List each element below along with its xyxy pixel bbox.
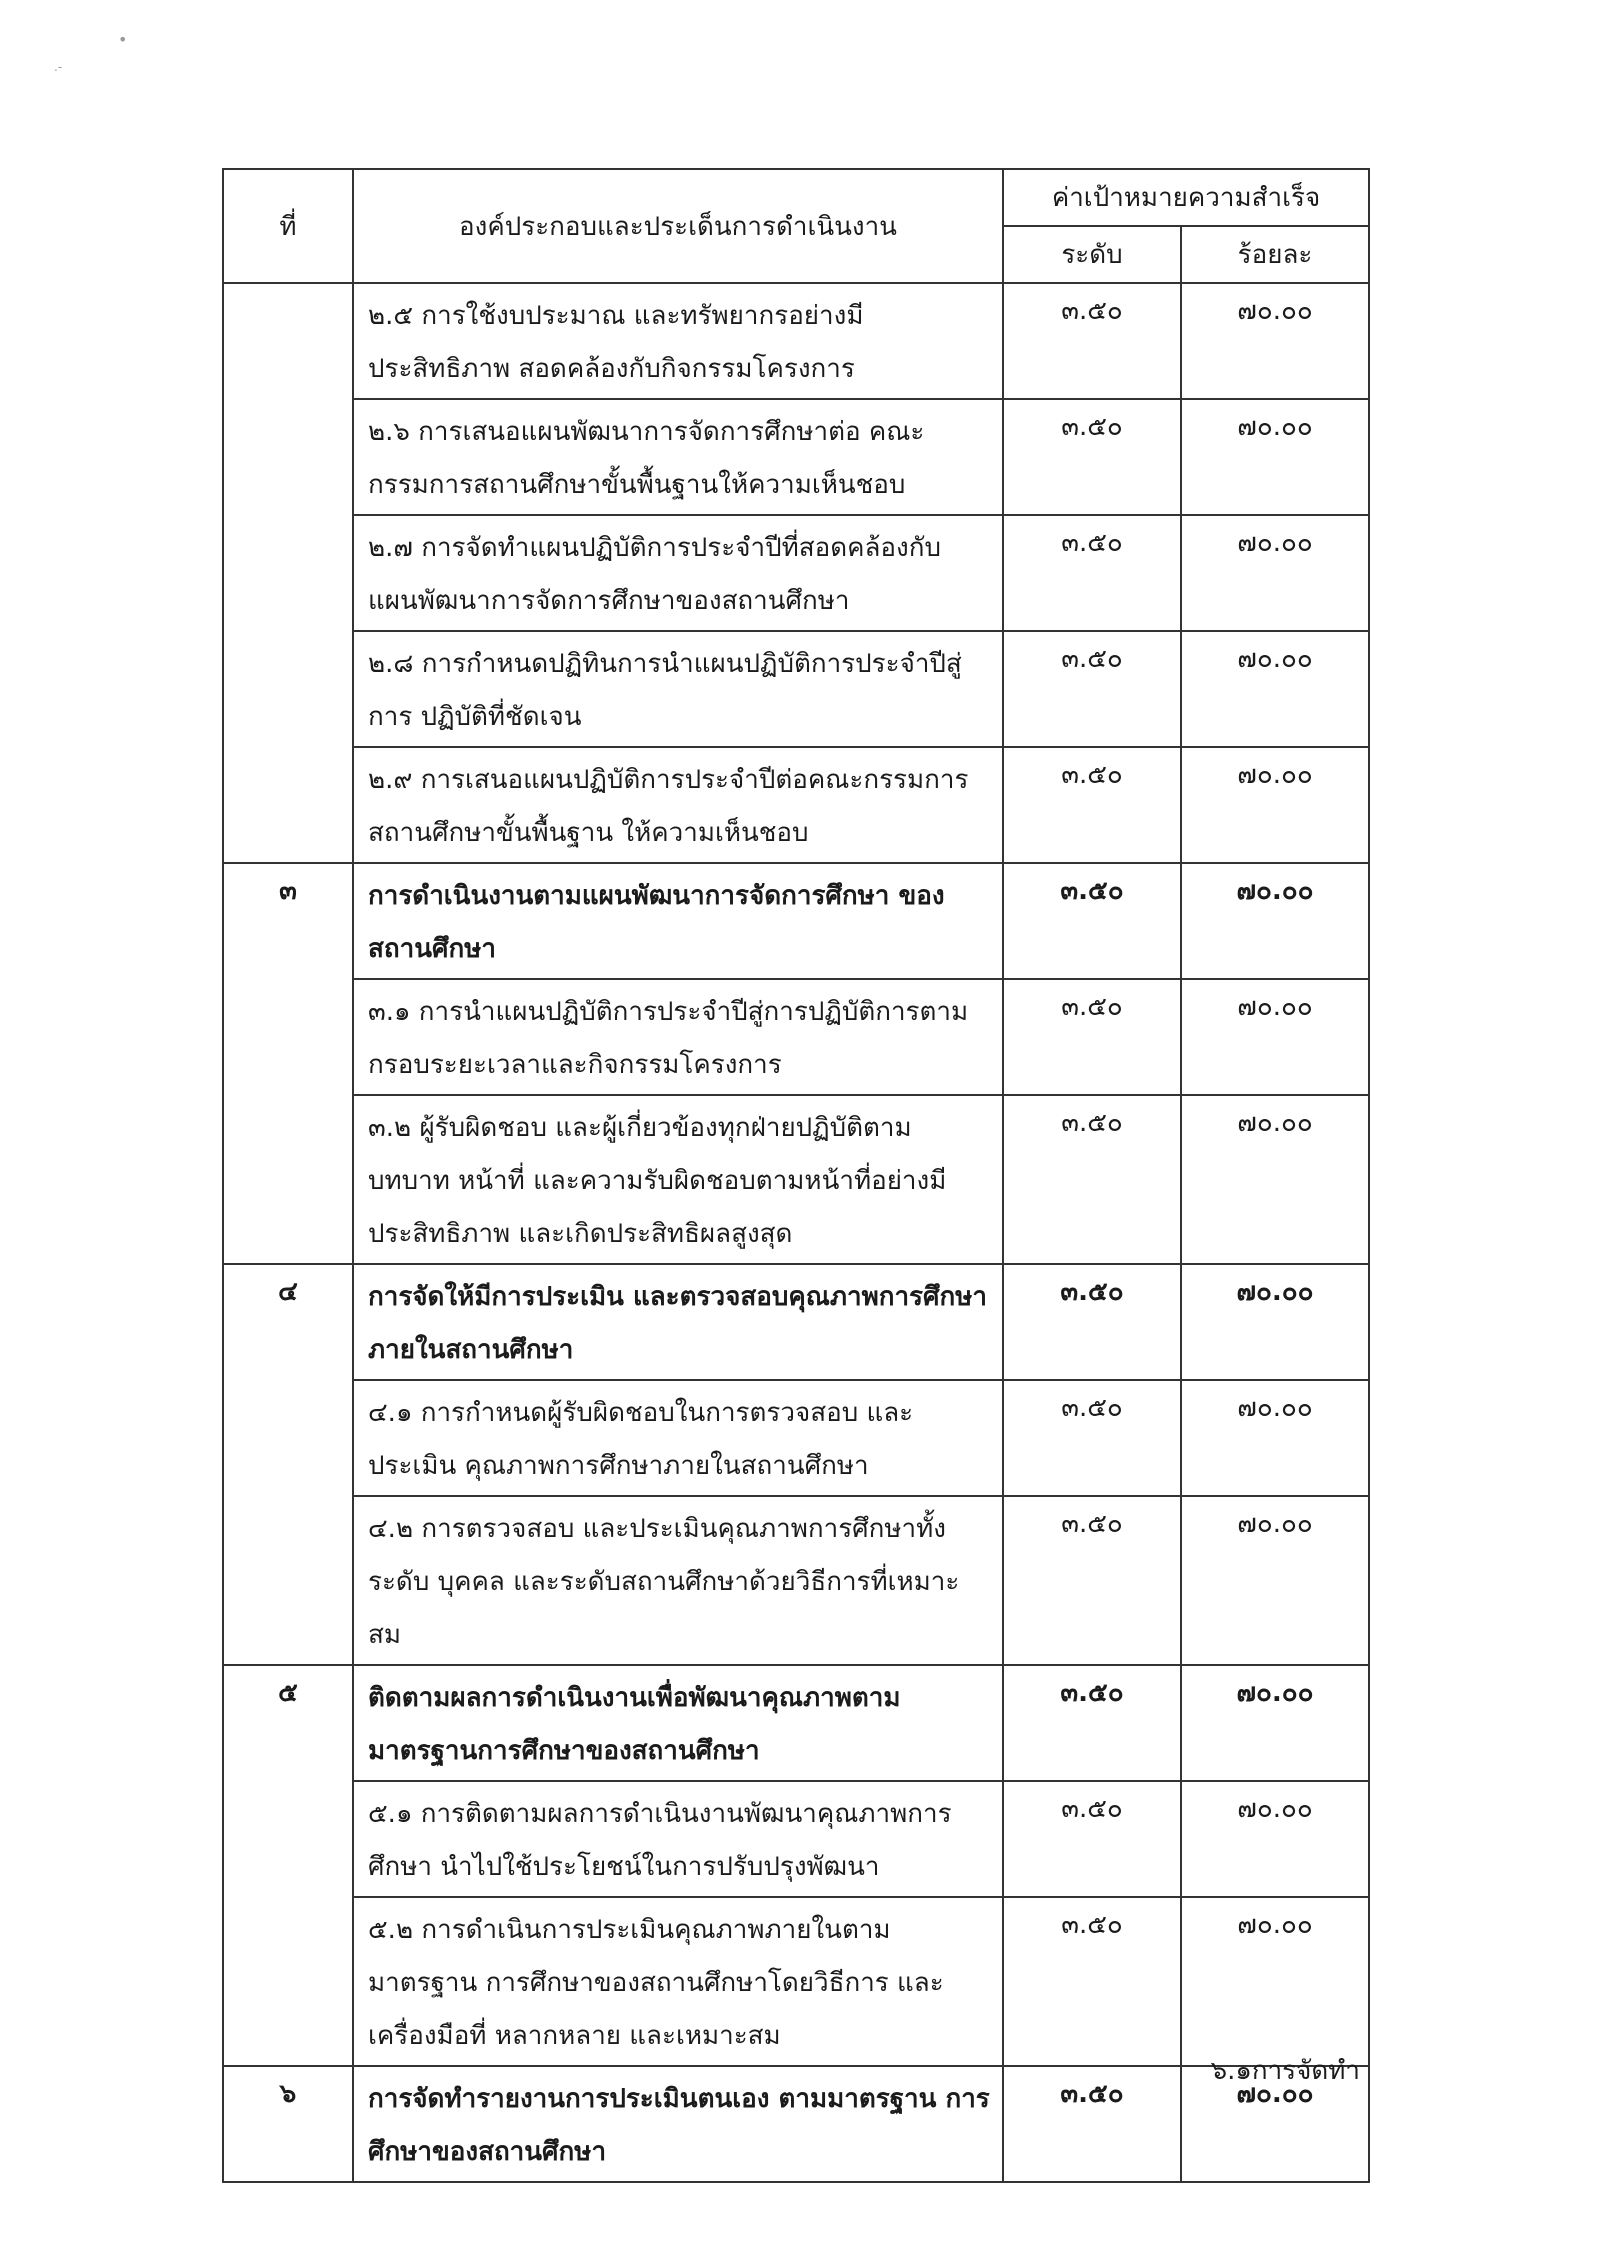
percent-value: ๗๐.๐๐ [1181, 631, 1369, 747]
level-value: ๓.๕๐ [1003, 1781, 1181, 1897]
table-row [223, 747, 1369, 863]
level-value: ๓.๕๐ [1003, 2066, 1181, 2182]
percent-value: ๗๐.๐๐ [1181, 1665, 1369, 1781]
table-row [223, 1897, 1369, 2066]
row-number [223, 747, 353, 863]
issue-item: ๒.๗ การจัดทำแผนปฏิบัติการประจำปีที่สอดคล้องกับ แผนพัฒนาการจัดการศึกษาของสถานศึกษา [353, 515, 1003, 631]
row-number [223, 1380, 353, 1496]
percent-value: ๗๐.๐๐ [1181, 2066, 1369, 2182]
table-row [223, 1380, 1369, 1496]
issue-item: ๒.๕ การใช้งบประมาณ และทรัพยากรอย่างมีประสิทธิภาพ สอดคล้องกับกิจกรรมโครงการ [353, 283, 1003, 399]
row-number [223, 631, 353, 747]
level-value: ๓.๕๐ [1003, 631, 1181, 747]
component-title: การจัดให้มีการประเมิน และตรวจสอบคุณภาพการศึกษา ภายในสถานศึกษา [353, 1264, 1003, 1380]
level-value: ๓.๕๐ [1003, 1897, 1181, 2066]
header-percent: ร้อยละ [1181, 226, 1369, 283]
level-value: ๓.๕๐ [1003, 1095, 1181, 1264]
level-value: ๓.๕๐ [1003, 515, 1181, 631]
percent-value: ๗๐.๐๐ [1181, 979, 1369, 1095]
row-number: ๔ [223, 1264, 353, 1380]
table-row [223, 979, 1369, 1095]
table-row [223, 863, 1369, 979]
issue-item: ๕.๒ การดำเนินการประเมินคุณภาพภายในตามมาตรฐาน การศึกษาของสถานศึกษาโดยวิธีการ และเครื่องมือที่ หลากหลาย และเหมาะสม [353, 1897, 1003, 2066]
header-goal: ค่าเป้าหมายความสำเร็จ [1003, 169, 1369, 226]
percent-value: ๗๐.๐๐ [1181, 1380, 1369, 1496]
row-number [223, 1897, 353, 2066]
issue-item: ๒.๖ การเสนอแผนพัฒนาการจัดการศึกษาต่อ คณะกรรมการสถานศึกษาขั้นพื้นฐานให้ความเห็นชอบ [353, 399, 1003, 515]
component-title: ติดตามผลการดำเนินงานเพื่อพัฒนาคุณภาพตาม มาตรฐานการศึกษาของสถานศึกษา [353, 1665, 1003, 1781]
component-title: การจัดทำรายงานการประเมินตนเอง ตามมาตรฐาน การศึกษาของสถานศึกษา [353, 2066, 1003, 2182]
table-row [223, 399, 1369, 515]
scan-speck: .- [54, 60, 63, 74]
percent-value: ๗๐.๐๐ [1181, 747, 1369, 863]
issue-item: ๔.๒ การตรวจสอบ และประเมินคุณภาพการศึกษาทั้งระดับ บุคคล และระดับสถานศึกษาด้วยวิธีการที่เหมาะสม [353, 1496, 1003, 1665]
row-number [223, 1095, 353, 1264]
header-item: องค์ประกอบและประเด็นการดำเนินงาน [353, 169, 1003, 283]
row-number [223, 283, 353, 399]
level-value: ๓.๕๐ [1003, 1496, 1181, 1665]
component-title: การดำเนินงานตามแผนพัฒนาการจัดการศึกษา ของ สถานศึกษา [353, 863, 1003, 979]
row-number [223, 399, 353, 515]
issue-item: ๕.๑ การติดตามผลการดำเนินงานพัฒนาคุณภาพการศึกษา นำไปใช้ประโยชน์ในการปรับปรุงพัฒนา [353, 1781, 1003, 1897]
header-no: ที่ [223, 169, 353, 283]
percent-value: ๗๐.๐๐ [1181, 1496, 1369, 1665]
row-number [223, 515, 353, 631]
level-value: ๓.๕๐ [1003, 1380, 1181, 1496]
row-number: ๖ [223, 2066, 353, 2182]
percent-value: ๗๐.๐๐ [1181, 863, 1369, 979]
row-number [223, 1781, 353, 1897]
table-row [223, 1496, 1369, 1665]
level-value: ๓.๕๐ [1003, 863, 1181, 979]
level-value: ๓.๕๐ [1003, 283, 1181, 399]
percent-value: ๗๐.๐๐ [1181, 1264, 1369, 1380]
row-number: ๕ [223, 1665, 353, 1781]
issue-item: ๒.๘ การกำหนดปฏิทินการนำแผนปฏิบัติการประจำปีสู่การ ปฏิบัติที่ชัดเจน [353, 631, 1003, 747]
issue-item: ๓.๑ การนำแผนปฏิบัติการประจำปีสู่การปฏิบัติการตาม กรอบระยะเวลาและกิจกรรมโครงการ [353, 979, 1003, 1095]
level-value: ๓.๕๐ [1003, 399, 1181, 515]
level-value: ๓.๕๐ [1003, 979, 1181, 1095]
row-number [223, 979, 353, 1095]
table-row [223, 1095, 1369, 1264]
table-row [223, 631, 1369, 747]
percent-value: ๗๐.๐๐ [1181, 1897, 1369, 2066]
issue-item: ๔.๑ การกำหนดผู้รับผิดชอบในการตรวจสอบ และประเมิน คุณภาพการศึกษาภายในสถานศึกษา [353, 1380, 1003, 1496]
percent-value: ๗๐.๐๐ [1181, 1095, 1369, 1264]
table-row [223, 1665, 1369, 1781]
table-row [223, 1264, 1369, 1380]
header-level: ระดับ [1003, 226, 1181, 283]
percent-value: ๗๐.๐๐ [1181, 1781, 1369, 1897]
level-value: ๓.๕๐ [1003, 1264, 1181, 1380]
row-number [223, 1496, 353, 1665]
table-row [223, 515, 1369, 631]
percent-value: ๗๐.๐๐ [1181, 283, 1369, 399]
percent-value: ๗๐.๐๐ [1181, 515, 1369, 631]
issue-item: ๓.๒ ผู้รับผิดชอบ และผู้เกี่ยวข้องทุกฝ่ายปฏิบัติตามบทบาท หน้าที่ และความรับผิดชอบตามหน้าที่อย่างมีประสิทธิภาพ และเกิดประสิทธิผลสูงสุด [353, 1095, 1003, 1264]
scan-speck: • [118, 30, 128, 49]
issue-item: ๒.๙ การเสนอแผนปฏิบัติการประจำปีต่อคณะกรรมการ สถานศึกษาขั้นพื้นฐาน ให้ความเห็นชอบ [353, 747, 1003, 863]
level-value: ๓.๕๐ [1003, 1665, 1181, 1781]
table-row [223, 1781, 1369, 1897]
table-row [223, 283, 1369, 399]
page-continuation: ๖.๑การจัดทำ [1210, 2056, 1360, 2086]
row-number: ๓ [223, 863, 353, 979]
goal-table [222, 168, 1370, 2183]
percent-value: ๗๐.๐๐ [1181, 399, 1369, 515]
level-value: ๓.๕๐ [1003, 747, 1181, 863]
